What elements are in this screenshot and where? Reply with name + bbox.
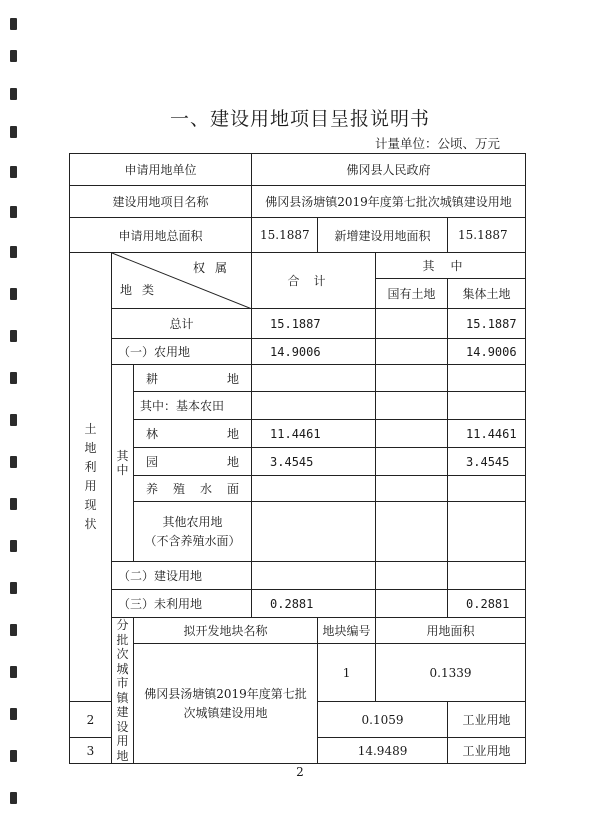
plot-area: 0.1059 [318, 702, 448, 738]
new-area-label: 新增建设用地面积 [318, 218, 448, 253]
land-item-state [376, 476, 448, 502]
land-item-name-main: 其他农用地 [162, 514, 223, 529]
plot-no: 1 [318, 644, 376, 702]
applicant-label: 申请用地单位 [70, 154, 252, 186]
land-item-total: 15.1887 [252, 309, 376, 339]
land-item-name-note: （不含养殖水面） [144, 533, 241, 548]
land-row-total [70, 309, 526, 339]
binding-hole [10, 330, 17, 342]
plot-no: 2 [70, 702, 112, 738]
plots-header-row [70, 618, 526, 644]
project-label: 建设用地项目名称 [70, 186, 252, 218]
land-item-name: 总计 [112, 309, 252, 339]
land-row-construction [70, 562, 526, 590]
binding-hole [10, 50, 17, 62]
binding-hole [10, 582, 17, 594]
land-item-state [376, 365, 448, 392]
binding-hole [10, 498, 17, 510]
binding-hole [10, 666, 17, 678]
page-title: 一、建设用地项目呈报说明书 [169, 108, 430, 130]
land-item-collective: 3.4545 [448, 448, 526, 476]
header-state-land: 国有土地 [376, 279, 448, 309]
land-row-agricultural [70, 339, 526, 365]
land-item-collective: 0.2881 [448, 590, 526, 618]
page-number: 2 [296, 765, 304, 779]
land-row-unused [70, 590, 526, 618]
land-item-state [376, 448, 448, 476]
land-item-name: （二）建设用地 [112, 562, 252, 590]
land-item-state [376, 590, 448, 618]
binding-hole [10, 18, 17, 30]
total-area-label: 申请用地总面积 [70, 218, 252, 253]
land-item-name: 养殖水面 [134, 476, 252, 502]
binding-hole [10, 88, 17, 100]
header-among: 其中 [376, 253, 526, 279]
land-item-total [252, 365, 376, 392]
land-use-section-label: 土地利用现状 [70, 253, 112, 702]
project-row [70, 186, 526, 218]
among-label: 其中 [112, 365, 134, 562]
applicant-value: 佛冈县人民政府 [252, 154, 526, 186]
land-item-collective [448, 392, 526, 420]
land-item-collective [448, 502, 526, 562]
land-item-total [252, 502, 376, 562]
binding-hole [10, 708, 17, 720]
header-collective-land: 集体土地 [448, 279, 526, 309]
project-table [69, 153, 526, 764]
plot-name: 佛冈县汤塘镇2019年度第七批次城镇建设用地 [134, 644, 318, 764]
land-row-orchard [70, 448, 526, 476]
ownership-category-header [112, 253, 252, 309]
land-item-name: （三）未利用地 [112, 590, 252, 618]
land-item-name: 园地 [134, 448, 252, 476]
land-row-basic-farmland [70, 392, 526, 420]
total-area-row [70, 218, 526, 253]
land-item-total: 3.4545 [252, 448, 376, 476]
land-row-aquaculture [70, 476, 526, 502]
land-item-name: 林地 [134, 420, 252, 448]
land-use-header-row [70, 253, 526, 279]
land-item-total [252, 392, 376, 420]
land-item-state [376, 420, 448, 448]
land-item-collective [448, 562, 526, 590]
binding-hole [10, 750, 17, 762]
header-ownership: 权属 [193, 261, 238, 275]
land-item-state [376, 392, 448, 420]
binding-hole [10, 206, 17, 218]
total-area-value: 15.1887 [252, 218, 318, 253]
land-item-total [252, 562, 376, 590]
applicant-row [70, 154, 526, 186]
plot-no: 3 [70, 738, 112, 764]
plot-area: 0.1339 [376, 644, 526, 702]
header-plot-no: 地块编号 [318, 618, 376, 644]
new-area-value: 15.1887 [448, 218, 526, 253]
header-plot-name: 拟开发地块名称 [134, 618, 318, 644]
binding-hole [10, 166, 17, 178]
land-item-state [376, 309, 448, 339]
land-item-state [376, 502, 448, 562]
binding-hole [10, 456, 17, 468]
land-item-name: 耕地 [134, 365, 252, 392]
binding-hole [10, 540, 17, 552]
header-total: 合计 [252, 253, 376, 309]
land-item-name [134, 502, 252, 562]
land-item-name: （一）农用地 [112, 339, 252, 365]
land-item-total: 11.4461 [252, 420, 376, 448]
land-item-collective [448, 365, 526, 392]
binding-hole [10, 624, 17, 636]
binding-hole [10, 288, 17, 300]
binding-hole [10, 372, 17, 384]
land-row-forest [70, 420, 526, 448]
land-item-collective: 14.9006 [448, 339, 526, 365]
binding-hole [10, 792, 17, 804]
land-item-state [376, 339, 448, 365]
land-item-collective [448, 476, 526, 502]
plot-use: 工业用地 [448, 702, 526, 738]
plot-area: 14.9489 [318, 738, 448, 764]
land-row-cultivated [70, 365, 526, 392]
land-item-total: 14.9006 [252, 339, 376, 365]
plots-section-label: 分批次城市镇建设用地 [112, 618, 134, 764]
land-item-collective: 11.4461 [448, 420, 526, 448]
binding-hole [10, 414, 17, 426]
land-item-total [252, 476, 376, 502]
binding-hole [10, 246, 17, 258]
unit-label: 计量单位：公顷、万元 [374, 136, 500, 151]
land-item-name: 其中：基本农田 [134, 392, 252, 420]
header-category: 地类 [120, 283, 165, 297]
land-item-total: 0.2881 [252, 590, 376, 618]
land-item-collective: 15.1887 [448, 309, 526, 339]
plot-use: 工业用地 [448, 738, 526, 764]
land-row-other-agricultural [70, 502, 526, 562]
land-item-state [376, 562, 448, 590]
project-value: 佛冈县汤塘镇2019年度第七批次城镇建设用地 [252, 186, 526, 218]
header-plot-area: 用地面积 [376, 618, 526, 644]
plot-row [70, 644, 526, 702]
